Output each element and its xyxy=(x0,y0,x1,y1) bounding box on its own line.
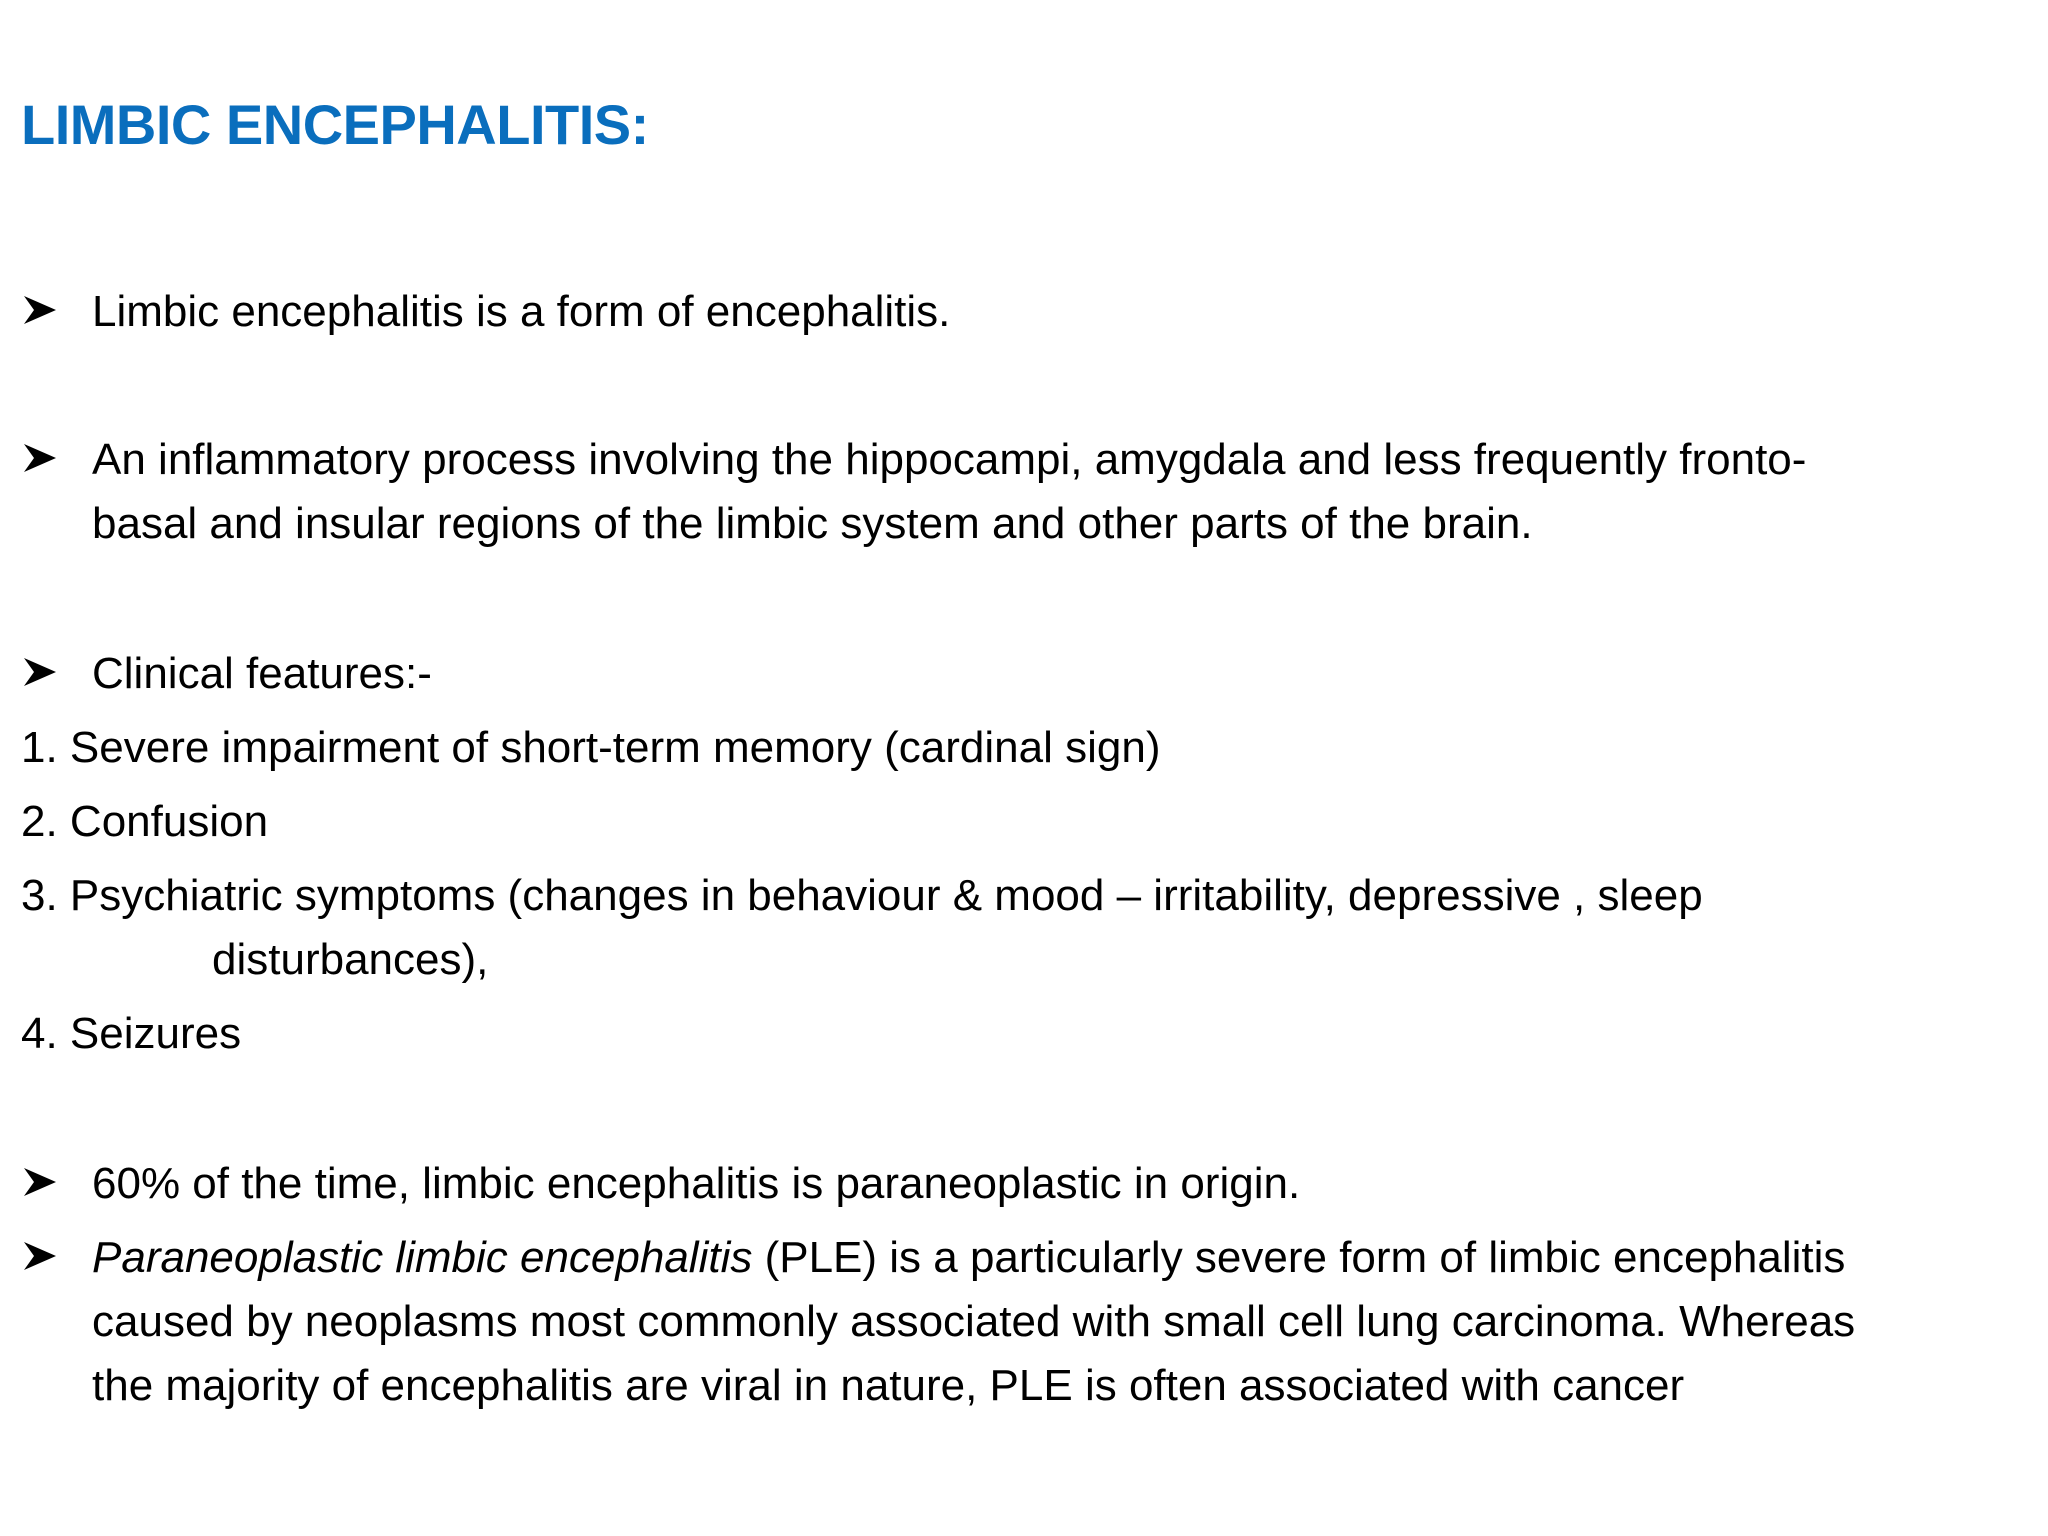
italic-term: Paraneoplastic limbic encephalitis xyxy=(92,1233,753,1282)
bullet-text-line: caused by neoplasms most commonly associated with small cell lung carcinoma. Whereas xyxy=(92,1297,1856,1346)
bullet-text-line: An inflammatory process involving the hippocampi, amygdala and less frequently fronto- xyxy=(92,435,1807,484)
feature-item-continuation: disturbances), xyxy=(212,935,489,984)
bullet-text: Clinical features:- xyxy=(92,649,432,698)
slide-title: LIMBIC ENCEPHALITIS: xyxy=(21,93,649,156)
arrowhead-bullet-icon xyxy=(22,1164,58,1200)
feature-item: 2. Confusion xyxy=(21,797,269,846)
bullet-text: 60% of the time, limbic encephalitis is paraneoplastic in origin. xyxy=(92,1159,1301,1208)
bullet-text-line: the majority of encephalitis are viral in nature, PLE is often associated with cancer xyxy=(92,1361,1685,1410)
bullet-text-line: basal and insular regions of the limbic system and other parts of the brain. xyxy=(92,499,1533,548)
feature-item: 4. Seizures xyxy=(21,1009,242,1058)
bullet-text-rest: (PLE) is a particularly severe form of limbic encephalitis xyxy=(752,1233,1846,1282)
bullet-text-line xyxy=(92,1226,2032,1290)
bullet-text: Limbic encephalitis is a form of encephalitis. xyxy=(92,287,951,336)
arrowhead-bullet-icon xyxy=(22,440,58,476)
arrowhead-bullet-icon xyxy=(22,1238,58,1274)
arrowhead-bullet-icon xyxy=(22,654,58,690)
feature-item: 3. Psychiatric symptoms (changes in behaviour & mood – irritability, depressive , sleep xyxy=(21,871,1703,920)
feature-item: 1. Severe impairment of short-term memory (cardinal sign) xyxy=(21,723,1161,772)
arrowhead-bullet-icon xyxy=(22,292,58,328)
